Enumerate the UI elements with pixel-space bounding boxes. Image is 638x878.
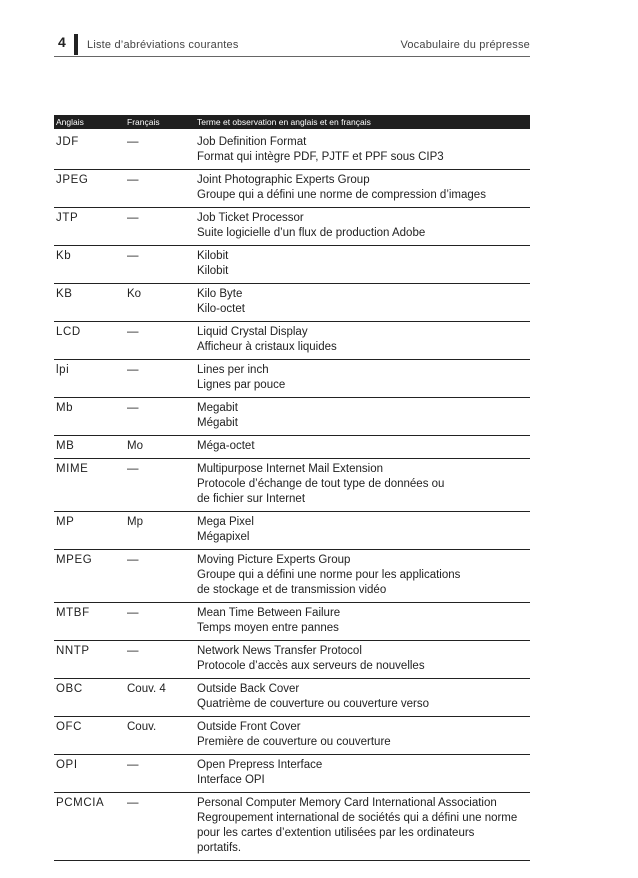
table-row [54, 360, 530, 398]
table-row [54, 170, 530, 208]
table-row [54, 512, 530, 550]
table-row [54, 641, 530, 679]
term-line: Mégapixel [197, 531, 250, 543]
term-line: Kilobit [197, 250, 229, 262]
abbreviation-french: — [127, 607, 139, 619]
term-line: Kilo Byte [197, 288, 243, 300]
term-line: Kilo-octet [197, 303, 245, 315]
term-description [197, 796, 530, 856]
term-line: Liquid Crystal Display [197, 326, 308, 338]
abbreviation-english: JPEG [56, 174, 89, 186]
term-description [197, 720, 530, 750]
table-row [54, 793, 530, 861]
term-line: Multipurpose Internet Mail Extension [197, 463, 384, 475]
term-description [197, 173, 530, 203]
column-header-anglais: Anglais [56, 117, 84, 127]
term-line: Protocole d’accès aux serveurs de nouvelles [197, 660, 425, 672]
term-line: Suite logicielle d’un flux de production Adobe [197, 227, 426, 239]
term-line: Mega Pixel [197, 516, 254, 528]
term-line: Protocole d’échange de tout type de données ou [197, 478, 445, 490]
running-header [54, 34, 530, 57]
abbreviation-french: — [127, 554, 139, 566]
term-line: Network News Transfer Protocol [197, 645, 362, 657]
term-description [197, 401, 530, 431]
term-line: Lignes par pouce [197, 379, 286, 391]
abbreviation-french: — [127, 250, 139, 262]
abbreviation-english: MB [56, 440, 75, 452]
table-row [54, 755, 530, 793]
abbreviation-french: — [127, 645, 139, 657]
term-line: Groupe qui a défini une norme pour les applications [197, 569, 461, 581]
abbreviation-table [54, 132, 530, 861]
table-row [54, 132, 530, 170]
abbreviation-french: — [127, 174, 139, 186]
term-line: pour les cartes d’extention utilisées par les ordinateurs [197, 827, 475, 839]
term-line: Première de couverture ou couverture [197, 736, 391, 748]
term-line: portatifs. [197, 842, 242, 854]
term-description [197, 363, 530, 393]
term-line: Job Ticket Processor [197, 212, 304, 224]
page-number: 4 [58, 34, 66, 50]
abbreviation-english: OBC [56, 683, 83, 695]
abbreviation-french: — [127, 759, 139, 771]
table-row [54, 459, 530, 512]
abbreviation-french: — [127, 212, 139, 224]
table-row [54, 550, 530, 603]
term-description [197, 211, 530, 241]
term-line: Mégabit [197, 417, 238, 429]
term-description [197, 462, 530, 507]
abbreviation-french: — [127, 797, 139, 809]
term-line: Quatrième de couverture ou couverture verso [197, 698, 430, 710]
abbreviation-french: — [127, 402, 139, 414]
abbreviation-english: NNTP [56, 645, 90, 657]
abbreviation-english: Mb [56, 402, 74, 414]
term-line: Kilobit [197, 265, 229, 277]
term-line: Interface OPI [197, 774, 265, 786]
term-line: Personal Computer Memory Card International Association [197, 797, 497, 809]
table-row [54, 717, 530, 755]
term-description [197, 606, 530, 636]
table-header [54, 115, 530, 129]
abbreviation-french: — [127, 136, 139, 148]
term-description [197, 758, 530, 788]
page-number-bar [74, 34, 78, 55]
abbreviation-french: — [127, 326, 139, 338]
table-row [54, 208, 530, 246]
book-title: Vocabulaire du prépresse [400, 39, 530, 51]
table-row [54, 284, 530, 322]
abbreviation-french: — [127, 463, 139, 475]
term-line: de stockage et de transmission vidéo [197, 584, 387, 596]
abbreviation-french: Mp [127, 516, 143, 528]
abbreviation-english: MTBF [56, 607, 90, 619]
term-line: Groupe qui a défini une norme de compression d’images [197, 189, 486, 201]
term-description [197, 515, 530, 545]
term-line: Afficheur à cristaux liquides [197, 341, 337, 353]
abbreviation-french: Couv. [127, 721, 157, 733]
abbreviation-english: JTP [56, 212, 79, 224]
term-description [197, 249, 530, 279]
abbreviation-english: PCMCIA [56, 797, 105, 809]
term-description [197, 287, 530, 317]
term-line: Regroupement international de sociétés qui a défini une norme [197, 812, 518, 824]
section-title: Liste d’abréviations courantes [87, 39, 239, 51]
abbreviation-english: JDF [56, 136, 79, 148]
abbreviation-french: Mo [127, 440, 143, 452]
term-line: Temps moyen entre pannes [197, 622, 339, 634]
table-row [54, 679, 530, 717]
term-line: Méga-octet [197, 440, 255, 452]
abbreviation-english: MP [56, 516, 75, 528]
term-description [197, 325, 530, 355]
term-line: Lines per inch [197, 364, 269, 376]
table-row [54, 246, 530, 284]
abbreviation-french: Couv. 4 [127, 683, 166, 695]
term-line: Open Prepress Interface [197, 759, 323, 771]
term-line: Megabit [197, 402, 238, 414]
term-description [197, 682, 530, 712]
table-row [54, 398, 530, 436]
term-line: Outside Back Cover [197, 683, 300, 695]
term-description [197, 135, 530, 165]
table-row [54, 322, 530, 360]
term-description [197, 553, 530, 598]
table-row [54, 603, 530, 641]
abbreviation-french: Ko [127, 288, 142, 300]
abbreviation-english: MIME [56, 463, 89, 475]
term-line: de fichier sur Internet [197, 493, 306, 505]
abbreviation-english: KB [56, 288, 73, 300]
column-header-francais: Français [127, 117, 160, 127]
abbreviation-english: OPI [56, 759, 78, 771]
abbreviation-english: lpi [56, 364, 70, 376]
term-line: Outside Front Cover [197, 721, 301, 733]
term-line: Joint Photographic Experts Group [197, 174, 370, 186]
term-description [197, 439, 530, 454]
table-row [54, 436, 530, 459]
abbreviation-french: — [127, 364, 139, 376]
term-line: Moving Picture Experts Group [197, 554, 351, 566]
column-header-terme: Terme et observation en anglais et en français [197, 117, 371, 127]
abbreviation-english: OFC [56, 721, 83, 733]
abbreviation-english: LCD [56, 326, 81, 338]
abbreviation-english: Kb [56, 250, 72, 262]
term-line: Job Definition Format [197, 136, 307, 148]
term-line: Mean Time Between Failure [197, 607, 341, 619]
abbreviation-english: MPEG [56, 554, 93, 566]
term-line: Format qui intègre PDF, PJTF et PPF sous CIP3 [197, 151, 444, 163]
term-description [197, 644, 530, 674]
